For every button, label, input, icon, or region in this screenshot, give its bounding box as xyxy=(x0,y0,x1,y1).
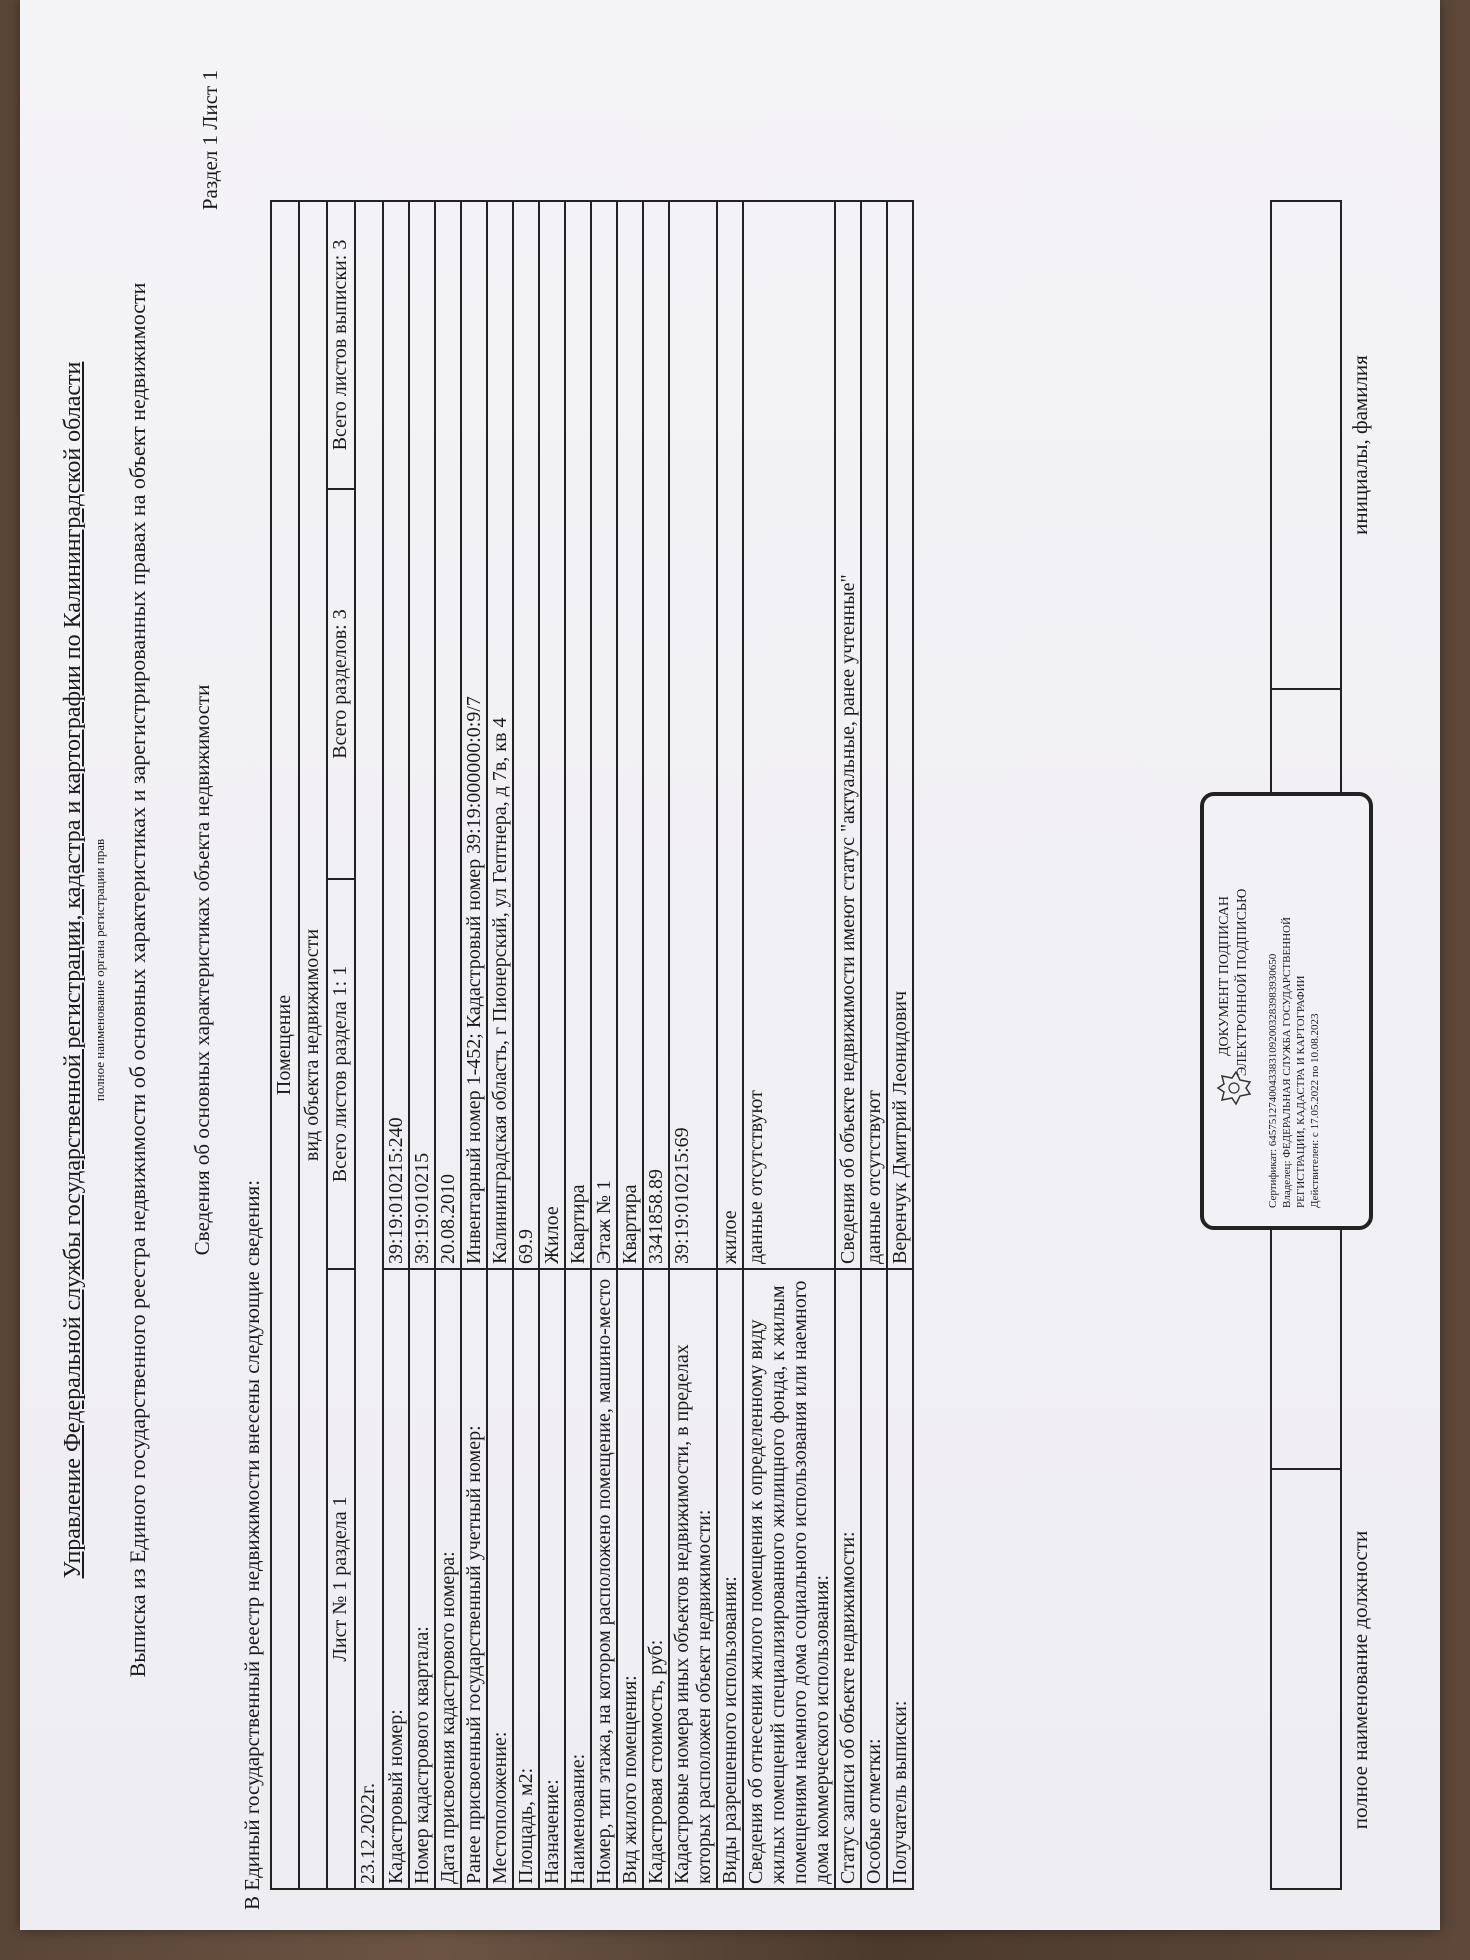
field-label: Наименование: xyxy=(565,1269,591,1889)
field-value: данные отсутствуют xyxy=(743,201,835,1269)
intro-text: В Единый государственный реестр недвижимости внесены следующие сведения: xyxy=(240,1179,264,1910)
initials-caption: инициалы, фамилия xyxy=(1348,355,1372,535)
section-title: Сведения об основных характеристиках объекта недвижимости xyxy=(190,684,214,1256)
document-title: Выписка из Единого государственного реестра недвижимости об основных характеристиках и зарегистрированных правах на объект недвижимости xyxy=(125,282,150,1678)
field-label: Номер кадастрового квартала: xyxy=(409,1269,435,1889)
field-label: Дата присвоения кадастрового номера: xyxy=(435,1269,461,1889)
field-label: Получатель выписки: xyxy=(887,1269,913,1889)
table-row xyxy=(861,201,887,1889)
table-row xyxy=(409,201,435,1889)
e-signature-stamp xyxy=(1200,792,1373,1230)
field-value: Квартира xyxy=(565,201,591,1269)
signature-cell-border xyxy=(1270,1888,1340,1890)
paper-sheet xyxy=(20,0,1440,1930)
field-label: Кадастровые номера иных объектов недвижимости, в пределах которых расположен объект недвижимости: xyxy=(669,1269,717,1889)
signature-cell-border xyxy=(1270,1468,1340,1470)
field-value: Веренчук Дмитрий Леонидович xyxy=(887,201,913,1269)
document-rotated xyxy=(20,0,1440,1930)
organ-name: Управление Федеральной службы государственной регистрации, кадастра и картографии по Калининградской области xyxy=(60,361,86,1579)
object-type-caption: вид объекта недвижимости xyxy=(299,201,327,1889)
field-label: Ранее присвоенный государственный учетный номер: xyxy=(461,1269,487,1889)
field-label: Сведения об отнесении жилого помещения к определенному виду жилых помещений специализированного жилищного фонда, к жилым помещениям наемного дома социального использования или наемного дома коммерческого использования: xyxy=(743,1269,835,1889)
table-row xyxy=(539,201,565,1889)
table-row xyxy=(461,201,487,1889)
table-row xyxy=(887,201,913,1889)
signature-cell-border xyxy=(1270,200,1340,202)
field-value: данные отсутствуют xyxy=(861,201,887,1269)
sections-total: Всего разделов: 3 xyxy=(327,489,355,879)
field-value: Этаж № 1 xyxy=(591,201,617,1269)
table-row xyxy=(435,201,461,1889)
field-value: 39:19:010215 xyxy=(409,201,435,1269)
sheets-total: Всего листов выписки: 3 xyxy=(327,201,355,489)
field-value: 3341858.89 xyxy=(643,201,669,1269)
field-label: Местоположение: xyxy=(487,1269,513,1889)
field-label: Площадь, м2: xyxy=(513,1269,539,1889)
table-row xyxy=(617,201,643,1889)
sheet-of-section: Лист № 1 раздела 1 xyxy=(327,1269,355,1889)
stamp-validity: Действителен: с 17.05.2022 по 10.08.2023 xyxy=(1309,1013,1321,1208)
signature-cell-border xyxy=(1270,688,1340,690)
table-row xyxy=(669,201,717,1889)
field-value: Жилое xyxy=(539,201,565,1269)
stamp-certificate: Сертификат: 64575127400433831092003283983930650 xyxy=(1267,953,1279,1208)
object-type: Помещение xyxy=(271,201,299,1889)
field-value: 39:19:010215:69 xyxy=(669,201,717,1269)
characteristics-table xyxy=(270,200,914,1890)
table-row xyxy=(565,201,591,1889)
field-rows xyxy=(383,201,913,1889)
table-row xyxy=(717,201,743,1889)
field-value: жилое xyxy=(717,201,743,1269)
field-label: Статус записи об объекте недвижимости: xyxy=(835,1269,861,1889)
table-row xyxy=(487,201,513,1889)
table-row xyxy=(591,201,617,1889)
field-value: 20.08.2010 xyxy=(435,201,461,1269)
field-label: Особые отметки: xyxy=(861,1269,887,1889)
table-row xyxy=(743,201,835,1889)
field-label: Кадастровая стоимость, руб: xyxy=(643,1269,669,1889)
field-value: Сведения об объекте недвижимости имеют статус "актуальные, ранее учтенные" xyxy=(835,201,861,1269)
organ-caption: полное наименование органа регистрации прав xyxy=(92,838,107,1102)
stamp-line1: ДОКУМЕНТ ПОДПИСАН xyxy=(1217,896,1232,1056)
stamp-owner2: РЕГИСТРАЦИИ, КАДАСТРА И КАРТОГРАФИИ xyxy=(1295,975,1307,1208)
table-row xyxy=(835,201,861,1889)
field-label: Вид жилого помещения: xyxy=(617,1269,643,1889)
table-row xyxy=(513,201,539,1889)
table-row xyxy=(383,201,409,1889)
field-value: Квартира xyxy=(617,201,643,1269)
field-label: Виды разрешенного использования: xyxy=(717,1269,743,1889)
field-value: Калининградская область, г Пионерский, ул Гептнера, д 7в, кв 4 xyxy=(487,201,513,1269)
stamp-line2: ЭЛЕКТРОННОЙ ПОДПИСЬЮ xyxy=(1235,888,1250,1076)
position-caption: полное наименование должности xyxy=(1348,1530,1372,1830)
stamp-owner1: Владелец: ФЕДЕРАЛЬНАЯ СЛУЖБА ГОСУДАРСТВЕННОЙ xyxy=(1281,917,1293,1208)
table-row xyxy=(643,201,669,1889)
field-label: Кадастровый номер: xyxy=(383,1269,409,1889)
field-value: 39:19:010215:240 xyxy=(383,201,409,1269)
section-label: Раздел 1 Лист 1 xyxy=(198,70,222,211)
extract-date: 23.12.2022г. xyxy=(355,201,383,1889)
field-label: Номер, тип этажа, на котором расположено помещение, машино-место xyxy=(591,1269,617,1889)
field-value: 69.9 xyxy=(513,201,539,1269)
field-value: Инвентарный номер 1-452; Кадастровый номер 39:19:000000:0:9/7 xyxy=(461,201,487,1269)
sheets-in-section: Всего листов раздела 1: 1 xyxy=(327,879,355,1269)
field-label: Назначение: xyxy=(539,1269,565,1889)
